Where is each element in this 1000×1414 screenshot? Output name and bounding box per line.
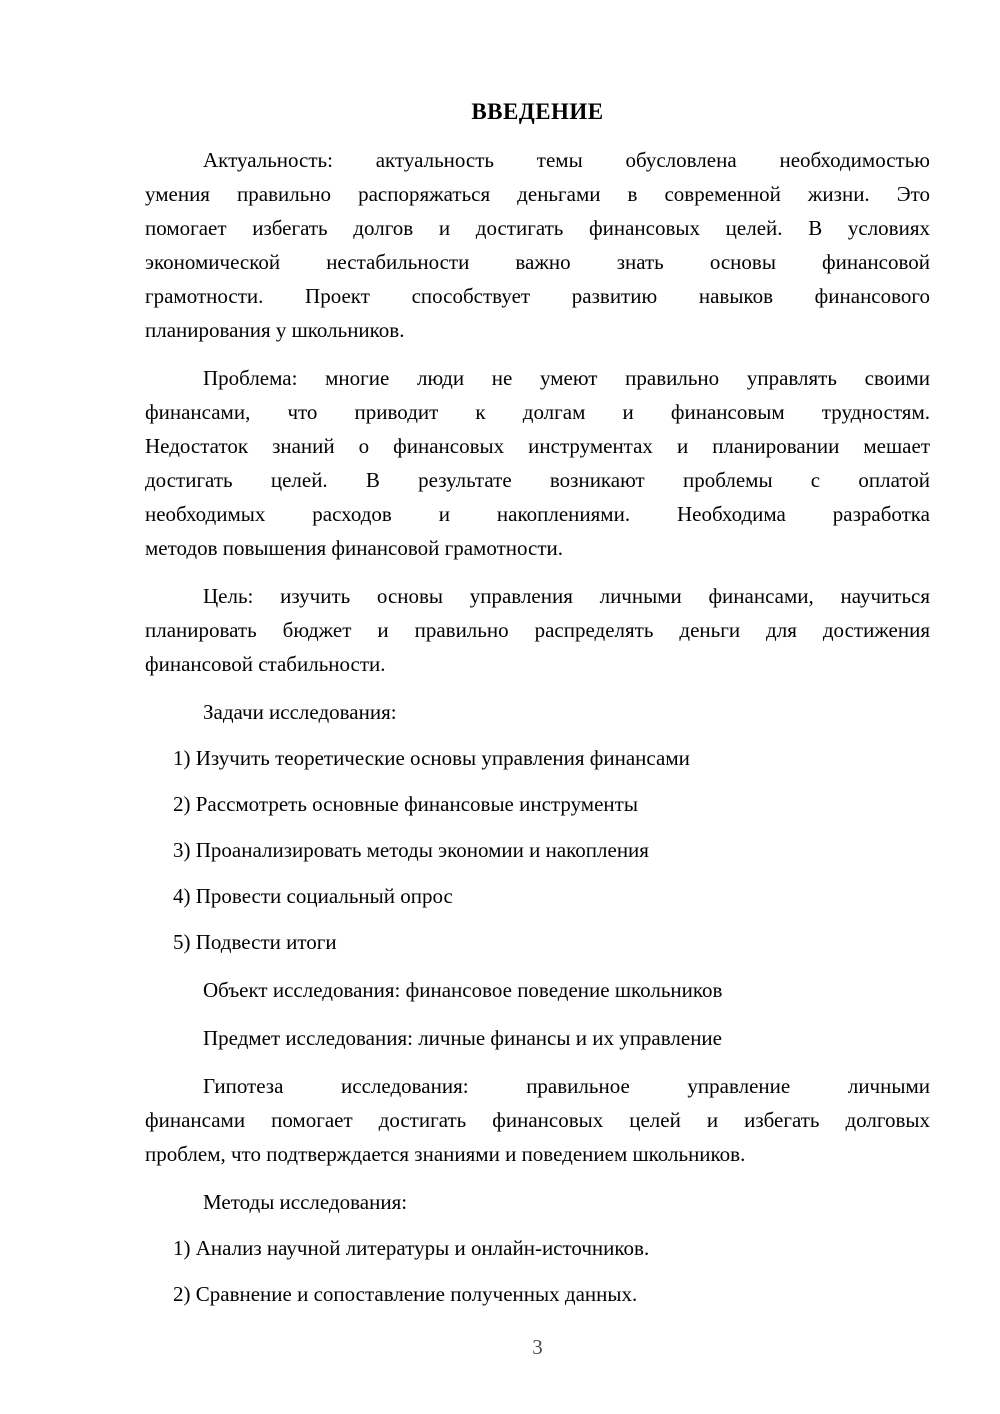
task-item: 1) Изучить теоретические основы управления финансами bbox=[173, 746, 690, 770]
tasks-list bbox=[145, 741, 930, 959]
method-item: 1) Анализ научной литературы и онлайн-источников. bbox=[173, 1236, 650, 1260]
paragraph-line: необходимых расходов и накоплениями. Необходима разработка bbox=[145, 502, 930, 526]
page-number: 3 bbox=[532, 1335, 543, 1359]
paragraph-problem bbox=[145, 361, 930, 565]
paragraph-line: проблем, что подтверждается знаниями и поведением школьников. bbox=[145, 1142, 746, 1166]
paragraph-line: финансовой стабильности. bbox=[145, 652, 386, 676]
paragraph-line: Актуальность: актуальность темы обусловлена необходимостью bbox=[203, 148, 930, 172]
paragraph-line: планировать бюджет и правильно распределять деньги для достижения bbox=[145, 618, 930, 642]
methods-list bbox=[145, 1231, 930, 1311]
paragraph-line: помогает избегать долгов и достигать финансовых целей. В условиях bbox=[145, 216, 930, 240]
page-title: ВВЕДЕНИЕ bbox=[471, 99, 604, 124]
task-item: 2) Рассмотреть основные финансовые инструменты bbox=[173, 792, 638, 816]
paragraph-object: Объект исследования: финансовое поведение школьников bbox=[203, 978, 723, 1002]
paragraph-subject: Предмет исследования: личные финансы и их управление bbox=[203, 1026, 722, 1050]
task-item: 3) Проанализировать методы экономии и накопления bbox=[173, 838, 649, 862]
paragraph-line: Цель: изучить основы управления личными финансами, научиться bbox=[203, 584, 930, 608]
paragraph-goal bbox=[145, 579, 930, 681]
paragraph-line: умения правильно распоряжаться деньгами в современной жизни. Это bbox=[145, 182, 930, 206]
tasks-heading: Задачи исследования: bbox=[203, 700, 397, 724]
paragraph-relevance bbox=[145, 143, 930, 347]
task-item: 5) Подвести итоги bbox=[173, 930, 337, 954]
paragraph-line: экономической нестабильности важно знать основы финансовой bbox=[145, 250, 930, 274]
task-item: 4) Провести социальный опрос bbox=[173, 884, 453, 908]
method-item: 2) Сравнение и сопоставление полученных данных. bbox=[173, 1282, 638, 1306]
document-content bbox=[145, 95, 930, 1311]
paragraph-line: достигать целей. В результате возникают проблемы с оплатой bbox=[145, 468, 930, 492]
paragraph-line: планирования у школьников. bbox=[145, 318, 405, 342]
paragraph-line: финансами помогает достигать финансовых целей и избегать долговых bbox=[145, 1108, 930, 1132]
paragraph-hypothesis bbox=[145, 1069, 930, 1171]
paragraph-line: финансами, что приводит к долгам и финансовым трудностям. bbox=[145, 400, 930, 424]
paragraph-line: грамотности. Проект способствует развитию навыков финансового bbox=[145, 284, 930, 308]
paragraph-line: методов повышения финансовой грамотности. bbox=[145, 536, 563, 560]
methods-heading: Методы исследования: bbox=[203, 1190, 408, 1214]
paragraph-line: Проблема: многие люди не умеют правильно управлять своими bbox=[203, 366, 930, 390]
paragraph-line: Гипотеза исследования: правильное управление личными bbox=[203, 1074, 930, 1098]
paragraph-line: Недостаток знаний о финансовых инструментах и планировании мешает bbox=[145, 434, 930, 458]
